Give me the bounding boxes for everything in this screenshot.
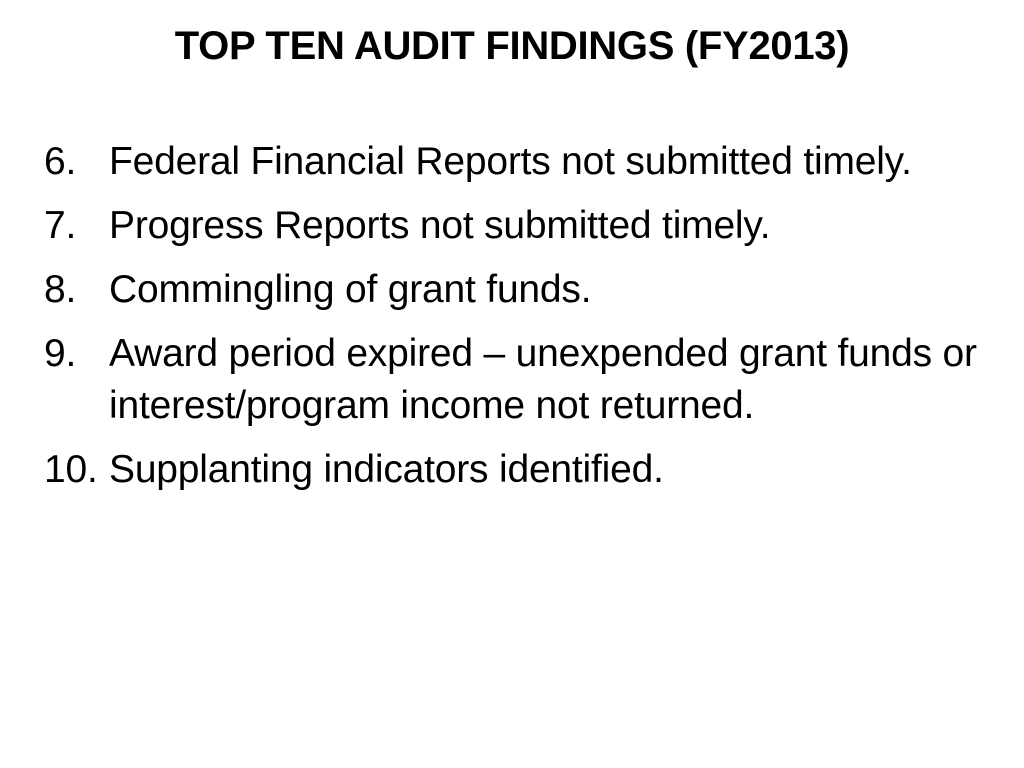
finding-item-6 [44, 136, 984, 188]
findings-list [44, 136, 984, 508]
finding-number: 9. [44, 332, 77, 375]
finding-number: 8. [44, 268, 77, 311]
finding-text: Award period expired – unexpended grant funds or interest/program income not returned. [109, 332, 977, 427]
finding-text: Commingling of grant funds. [109, 268, 592, 311]
finding-item-7 [44, 200, 984, 252]
finding-number: 7. [44, 204, 77, 247]
finding-text: Federal Financial Reports not submitted timely. [109, 140, 912, 183]
finding-item-9 [44, 328, 984, 432]
finding-item-10 [44, 444, 984, 496]
finding-text: Supplanting indicators identified. [109, 448, 664, 491]
finding-text: Progress Reports not submitted timely. [109, 204, 771, 247]
finding-number: 10. [44, 448, 98, 491]
slide-title: TOP TEN AUDIT FINDINGS (FY2013) [174, 24, 850, 68]
finding-number: 6. [44, 140, 77, 183]
finding-item-8 [44, 264, 984, 316]
